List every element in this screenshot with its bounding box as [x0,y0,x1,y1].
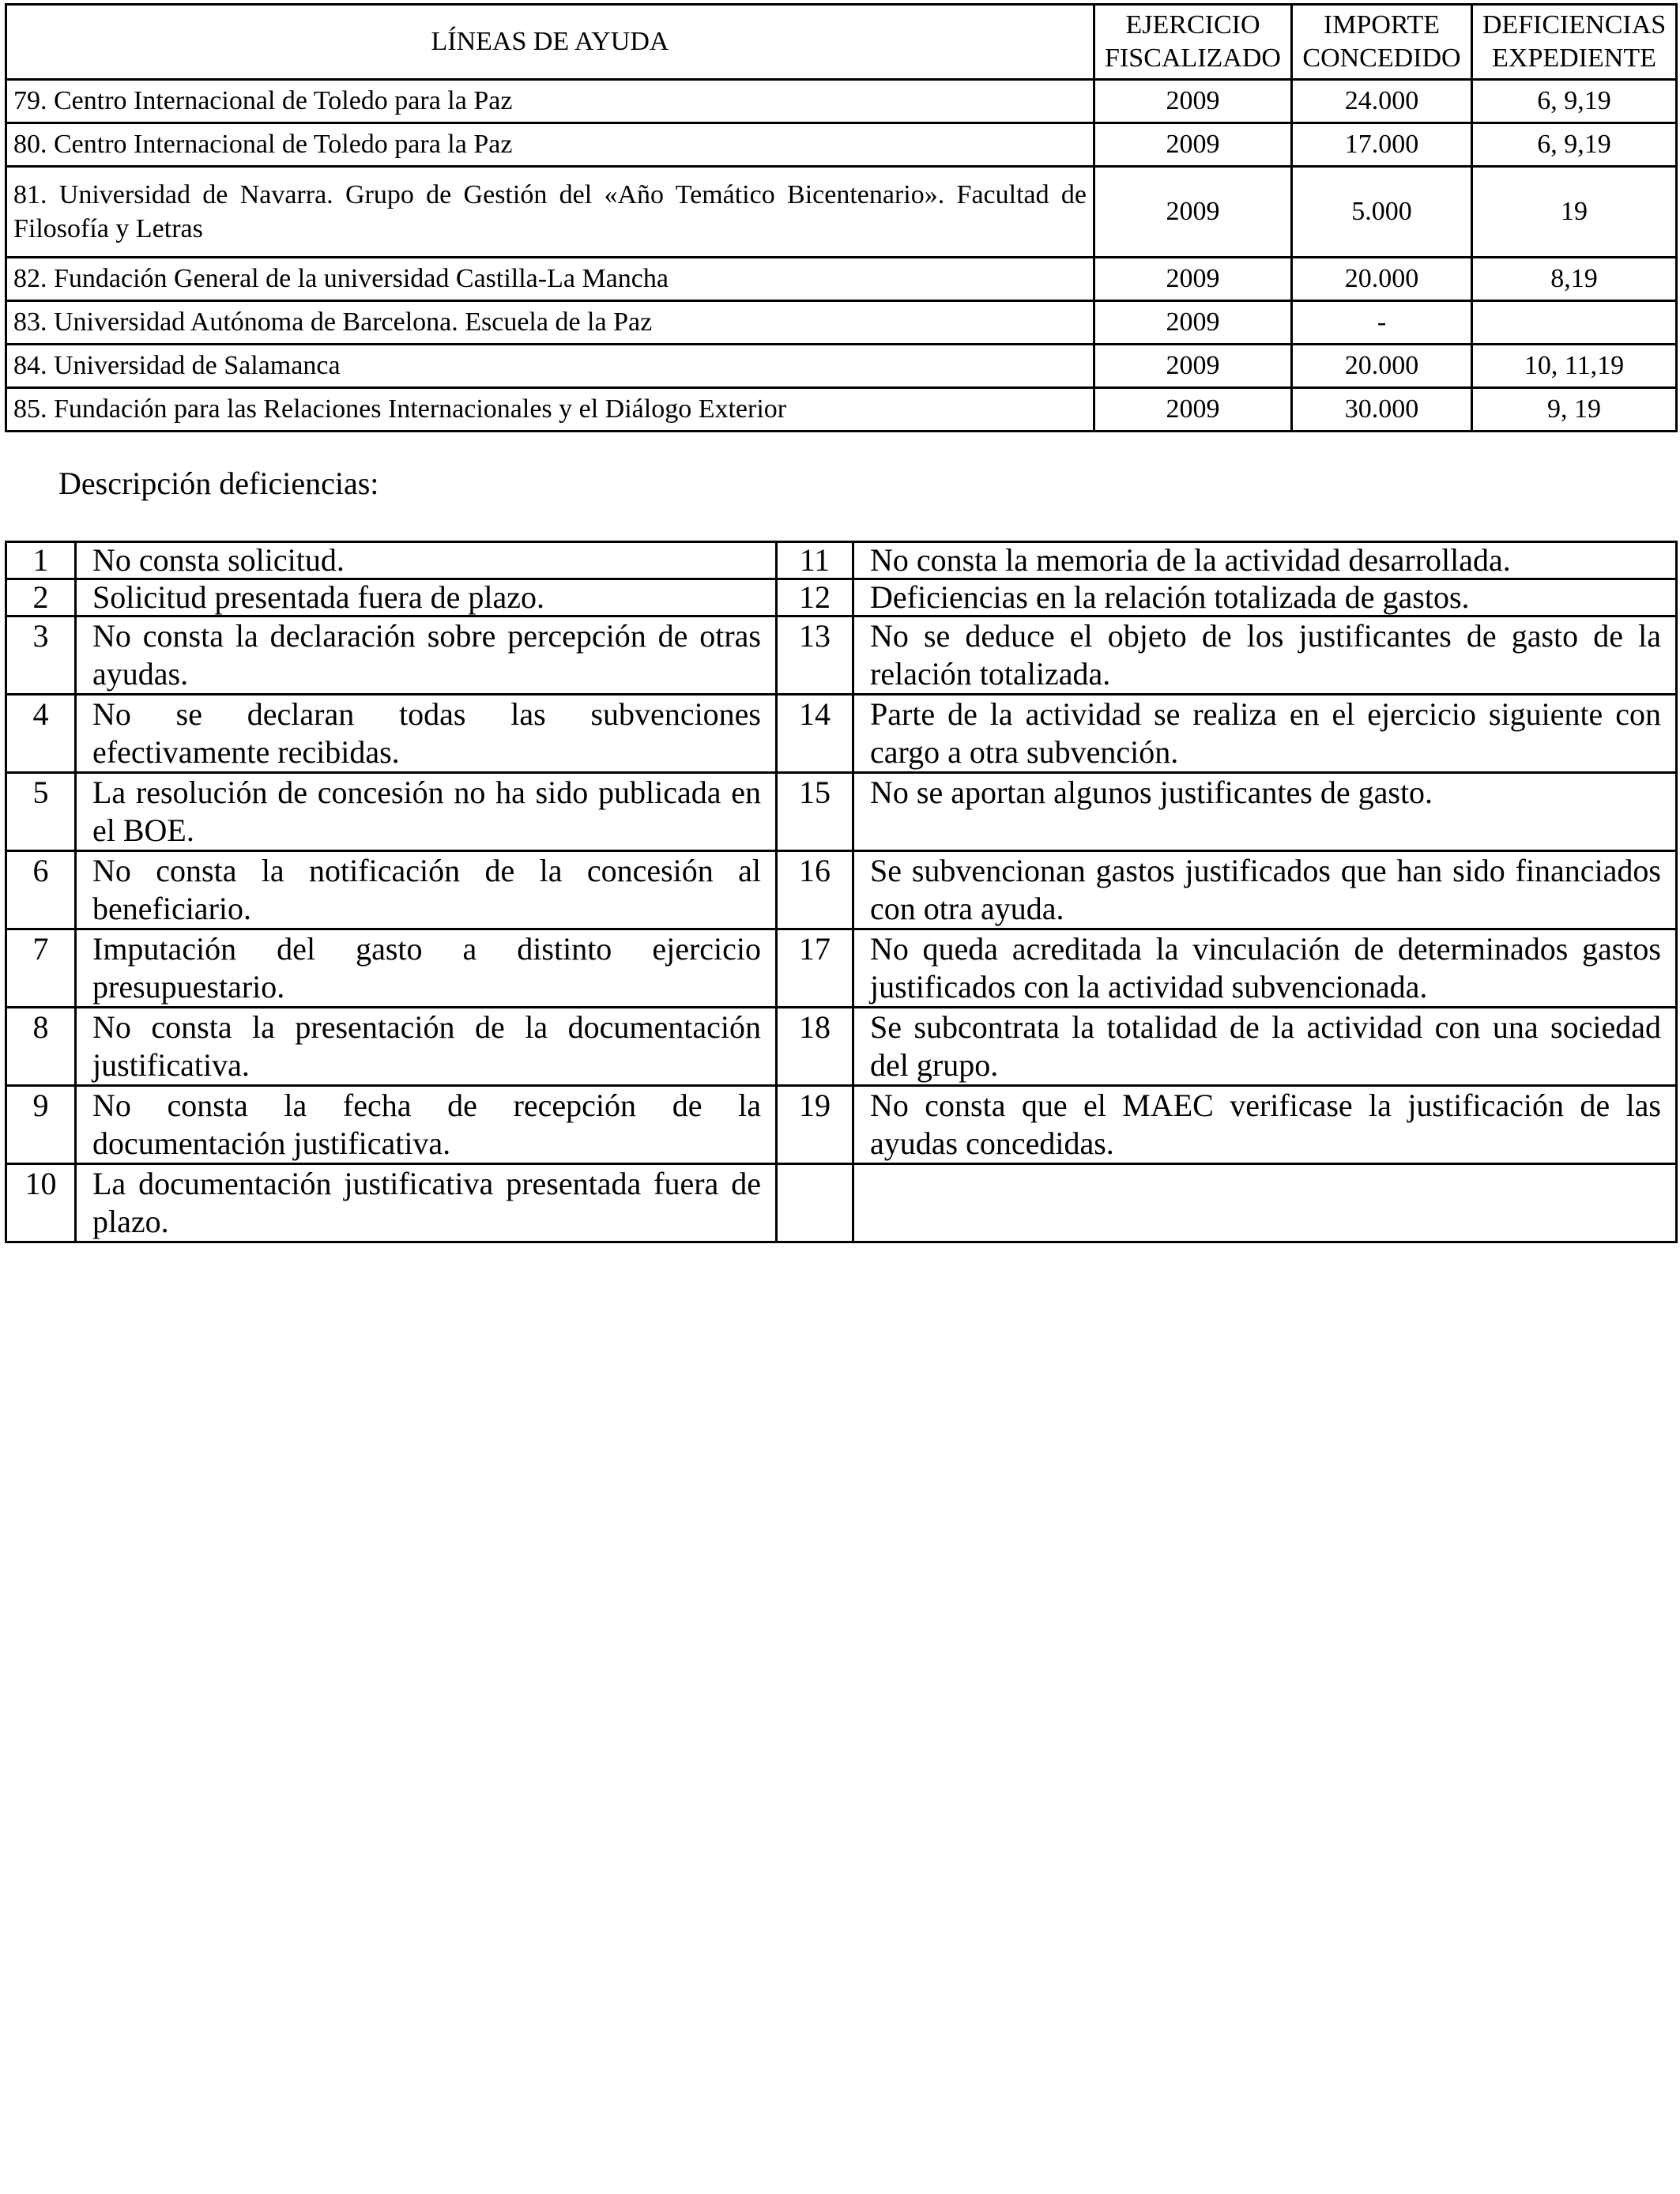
descripcion-title: Descripción deficiencias: [58,466,379,501]
deficiencia-text [853,1164,1677,1242]
importe-cell: - [1292,301,1472,345]
deficiencia-num: 10 [6,1164,76,1242]
deficiencia-text: Se subvencionan gastos justificados que han sido financiados con otra ayuda. [853,851,1677,929]
deficiencia-num: 6 [6,851,76,929]
ejercicio-cell: 2009 [1094,80,1292,123]
table-row [6,542,1677,579]
ayudas-table [5,3,1678,432]
deficiencia-text: No consta la memoria de la actividad desarrollada. [853,542,1677,579]
deficiencias-cell: 9, 19 [1472,388,1677,432]
table-row [6,929,1677,1008]
deficiencias-cell: 19 [1472,167,1677,258]
deficiencia-num: 4 [6,695,76,773]
deficiencia-num: 7 [6,929,76,1008]
deficiencia-num: 5 [6,773,76,851]
table-row [6,851,1677,929]
deficiencia-text: No queda acreditada la vinculación de determinados gastos justificados con la actividad subvencionada. [853,929,1677,1008]
importe-cell: 24.000 [1292,80,1472,123]
deficiencia-text: Parte de la actividad se realiza en el ejercicio siguiente con cargo a otra subvención. [853,695,1677,773]
deficiencia-text: Deficiencias en la relación totalizada de gastos. [853,579,1677,616]
importe-cell: 20.000 [1292,258,1472,301]
deficiencia-num: 9 [6,1086,76,1164]
deficiencias-cell: 6, 9,19 [1472,80,1677,123]
deficiencia-num: 8 [6,1008,76,1086]
importe-cell: 30.000 [1292,388,1472,432]
deficiencia-num [777,1164,853,1242]
table-row [6,1008,1677,1086]
deficiencia-text: No se declaran todas las subvenciones efectivamente recibidas. [76,695,777,773]
deficiencias-cell: 10, 11,19 [1472,345,1677,388]
deficiencia-text: No consta la presentación de la documentación justificativa. [76,1008,777,1086]
deficiencias-cell: 6, 9,19 [1472,123,1677,167]
deficiencia-text: Solicitud presentada fuera de plazo. [76,579,777,616]
linea-cell: 81. Universidad de Navarra. Grupo de Gestión del «Año Temático Bicentenario». Facultad de Filosofía y Letras [6,167,1094,258]
header-ejercicio: EJERCICIO FISCALIZADO [1094,5,1292,80]
header-lineas: LÍNEAS DE AYUDA [6,5,1094,80]
table-row [6,616,1677,695]
linea-cell: 82. Fundación General de la universidad Castilla-La Mancha [6,258,1094,301]
linea-cell: 84. Universidad de Salamanca [6,345,1094,388]
deficiencia-num: 17 [777,929,853,1008]
table-row [6,579,1677,616]
deficiencia-text: La documentación justificativa presentada fuera de plazo. [76,1164,777,1242]
linea-cell: 79. Centro Internacional de Toledo para la Paz [6,80,1094,123]
importe-cell: 20.000 [1292,345,1472,388]
deficiencias-cell: 8,19 [1472,258,1677,301]
deficiencia-text: Se subcontrata la totalidad de la actividad con una sociedad del grupo. [853,1008,1677,1086]
deficiencia-text: La resolución de concesión no ha sido publicada en el BOE. [76,773,777,851]
table-row [6,258,1677,301]
linea-cell: 85. Fundación para las Relaciones Internacionales y el Diálogo Exterior [6,388,1094,432]
deficiencia-num: 3 [6,616,76,695]
table-row [6,388,1677,432]
linea-cell: 80. Centro Internacional de Toledo para la Paz [6,123,1094,167]
table-row [6,301,1677,345]
deficiencia-num: 1 [6,542,76,579]
ejercicio-cell: 2009 [1094,388,1292,432]
table-row [6,695,1677,773]
deficiencia-text: No consta que el MAEC verificase la justificación de las ayudas concedidas. [853,1086,1677,1164]
table-row [6,773,1677,851]
deficiencia-num: 15 [777,773,853,851]
table-row [6,123,1677,167]
deficiencia-text: No consta la fecha de recepción de la documentación justificativa. [76,1086,777,1164]
deficiencia-num: 12 [777,579,853,616]
table-row [6,80,1677,123]
table-row [6,167,1677,258]
deficiencia-text: No se deduce el objeto de los justificantes de gasto de la relación totalizada. [853,616,1677,695]
ejercicio-cell: 2009 [1094,301,1292,345]
deficiencia-text: No se aportan algunos justificantes de gasto. [853,773,1677,851]
deficiencia-text: No consta solicitud. [76,542,777,579]
deficiencia-num: 19 [777,1086,853,1164]
ejercicio-cell: 2009 [1094,167,1292,258]
deficiencia-text: Imputación del gasto a distinto ejercicio presupuestario. [76,929,777,1008]
deficiencia-text: No consta la notificación de la concesión al beneficiario. [76,851,777,929]
header-importe: IMPORTE CONCEDIDO [1292,5,1472,80]
importe-cell: 17.000 [1292,123,1472,167]
ejercicio-cell: 2009 [1094,258,1292,301]
deficiencia-text: No consta la declaración sobre percepción de otras ayudas. [76,616,777,695]
deficiencias-table [5,541,1678,1243]
linea-cell: 83. Universidad Autónoma de Barcelona. Escuela de la Paz [6,301,1094,345]
deficiencia-num: 13 [777,616,853,695]
table-row [6,1164,1677,1242]
deficiencia-num: 11 [777,542,853,579]
header-deficiencias: DEFICIENCIAS EXPEDIENTE [1472,5,1677,80]
ejercicio-cell: 2009 [1094,345,1292,388]
deficiencia-num: 14 [777,695,853,773]
deficiencia-num: 18 [777,1008,853,1086]
ejercicio-cell: 2009 [1094,123,1292,167]
table-row [6,345,1677,388]
table-row [6,1086,1677,1164]
deficiencia-num: 2 [6,579,76,616]
deficiencia-num: 16 [777,851,853,929]
importe-cell: 5.000 [1292,167,1472,258]
deficiencias-cell [1472,301,1677,345]
table-header-row [6,5,1677,80]
